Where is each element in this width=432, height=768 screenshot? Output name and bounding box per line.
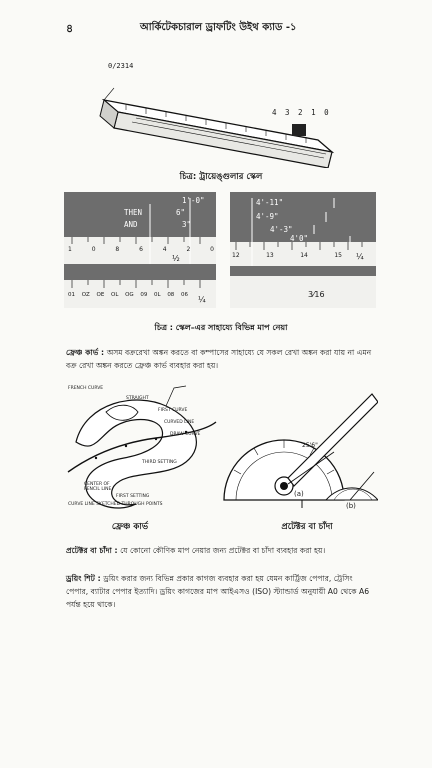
ruler-number: 06 [181,292,188,298]
french-curve-term: ফ্রেঞ্চ কার্ভ [66,348,99,357]
ruler-number: 09 [140,292,148,298]
curve-label: FIRST SETTING [116,494,150,499]
protractor-term: প্রটেক্টর বা চাঁদা [66,546,112,555]
running-title: আর্কিটেকচারাল ড্রাফটিং উইথ ক্যাড -১ [140,22,297,33]
ruler-number: 08 [167,292,175,298]
measure-label-4ft9: 4'-9" [256,212,279,221]
ruler-number: 15 [334,252,342,259]
curve-label: CURVE LINE SKETCHED THROUGH POINTS [68,502,163,507]
running-header [0,18,432,42]
curve-label: FIRST CURVE [158,408,188,413]
triangular-scale-figure [96,48,346,168]
drawing-sheet-paragraph: ড্রয়িং শিট : ড্রয়িং করার জন্য বিভিন্ন প্রকার কাগজ ব্যবহার করা হয় যেমন কার্ট্রিজ পেপার, ট্রেসিং পেপার, ব্যাটার পেপার ইত্যাদি। ড্রয়িং কাগজের মাপ আইএসও (ISO) স্ট্যান্ডার্ড অনুযায়ী A0 থেকে A6 পর্যন্ত হয়ে থাকে। [66,574,370,609]
angle-label: 25'6" [302,442,318,449]
drawing-sheet-term: ড্রয়িং শিট [66,574,95,583]
french-curve-paragraph: ফ্রেঞ্চ কার্ভ : অসম বক্ররেখা অঙ্কন করতে বা কম্পাসের সাহায্যে যে সকল রেখা অঙ্কন করা যায় না এমন বক্র রেখা অঙ্কন করতে ফ্রেঞ্চ কার্ভ ব্যবহার করা হয়। [66,348,372,370]
measure-label-6in: 6" [176,208,186,217]
protractor-sub-b: (b) [346,502,356,510]
ruler-number: OL [110,292,119,298]
ruler-number: 13 [266,252,274,259]
fraction-label-top-right: ¼ [356,252,364,261]
page-number: ৪ [66,22,74,35]
fraction-label-bottom-left: ¼ [198,295,206,304]
ruler-number: OG [125,292,134,298]
protractor-caption: প্রটেক্টর বা চাঁদা [281,522,333,532]
french-curve-figure [66,382,218,514]
measure-label-4ft11: 4'-11" [256,198,284,207]
ruler-number: 0 [210,246,214,253]
ruler-number: OZ [81,292,90,298]
ruler-ticks-right [230,192,376,308]
measure-label-4ft3: 4'-3" [270,225,293,234]
ruler-number: OE [96,292,105,298]
ruler-number: 0 [91,246,96,253]
protractor-figure [222,382,378,514]
scale-photo-left [64,192,216,308]
curve-label: STRAIGHT [126,396,149,401]
ruler-number: 4 [162,246,167,253]
ruler-top-numbers-left [68,246,214,253]
ruler-number: 8 [115,246,120,253]
protractor-text: যে কোনো কৌণিক মাপ নেয়ার জন্য প্রটেক্টর বা চাঁদা ব্যবহার করা হয়। [120,546,326,555]
curve-label: THIRD SETTING [142,460,177,465]
ruler-bottom-numbers-left [68,292,188,298]
french-curve-caption: ফ্রেঞ্চ কার্ভ [111,522,149,532]
scale-numbers-label: 4 3 2 1 0 [272,108,331,117]
measure-label-and: AND [124,220,138,229]
ruler-number: 14 [300,252,308,259]
ruler-number: 01 [68,292,75,298]
ruler-number: 6 [139,246,143,253]
drawing-sheet-text: ড্রয়িং করার জন্য বিভিন্ন প্রকার কাগজ ব্যবহার করা হয় যেমন কার্ট্রিজ পেপার, ট্রেসিং পেপার, ব্যাটার পেপার ইত্যাদি। ড্রয়িং কাগজের মাপ আইএসও (ISO) স্ট্যান্ডার্ড অনুযায়ী A0 থেকে A6 পর্যন্ত হয়ে থাকে। [66,574,370,609]
measure-label-1ft: 1'-0" [182,196,205,205]
ruler-number: 0L [154,292,161,298]
curve-label: DRAW CURVE [170,432,201,437]
curve-label: CURVED LINE [164,420,195,425]
measure-label-4ft0: 4'0" [290,234,309,243]
scale-photo-right [230,192,376,308]
protractor-sub-a: (a) [294,490,304,498]
fraction-label-bottom-right: 3⁄16 [308,290,325,299]
measure-label-then: THEN [124,208,143,217]
figure1-caption: চিত্র: ট্রায়েঙ্গুলার স্কেল [179,172,263,182]
ruler-top-numbers-right [232,252,342,259]
ruler-number: 2 [186,246,191,253]
scale-tag-label: 0/2314 [108,62,134,70]
curve-label: FRENCH CURVE [68,386,104,391]
french-curve-text: অসম বক্ররেখা অঙ্কন করতে বা কম্পাসের সাহায্যে যে সকল রেখা অঙ্কন করা যায় না এমন বক্র রেখা অঙ্কন করতে ফ্রেঞ্চ কার্ভ ব্যবহার করা হয়। [66,348,372,370]
ruler-number: 1 [68,246,72,253]
ruler-number: 12 [232,252,240,259]
protractor-paragraph: প্রটেক্টর বা চাঁদা : যে কোনো কৌণিক মাপ নেয়ার জন্য প্রটেক্টর বা চাঁদা ব্যবহার করা হয়। [66,546,326,555]
figure2-caption: চিত্র : স্কেল–এর সাহায্যে বিভিন্ন মাপ নেয়া [154,323,288,332]
measure-label-3in: 3" [182,220,192,229]
curve-label: CENTER OF PENCIL LINE [84,482,112,492]
fraction-label-top-left: ½ [172,254,180,263]
